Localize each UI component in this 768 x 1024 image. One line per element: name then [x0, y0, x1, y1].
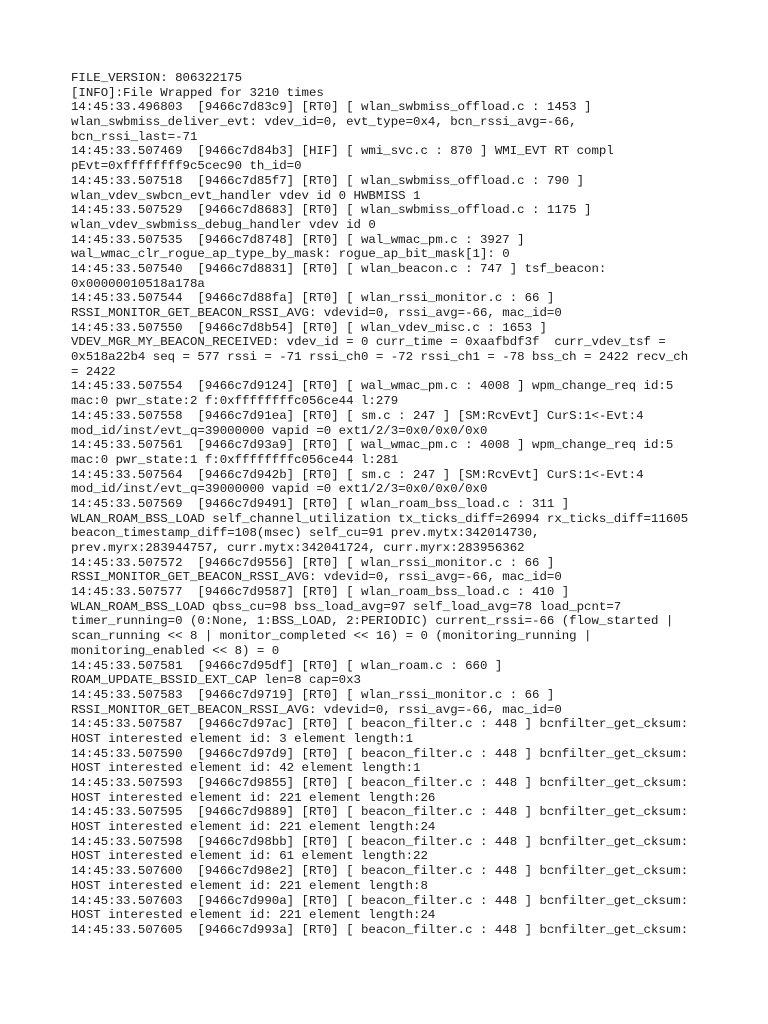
log-line: 14:45:33.507535 [9466c7d8748] [RT0] [ wal_wmac_pm.c : 3927 ]: [71, 232, 525, 247]
log-line: 14:45:33.507595 [9466c7d9889] [RT0] [ beacon_filter.c : 448 ] bcnfilter_get_cksum:: [71, 805, 689, 820]
log-line: 14:45:33.507564 [9466c7d942b] [RT0] [ sm.c : 247 ] [SM:RcvEvt] CurS:1<-Evt:4: [71, 467, 644, 482]
log-line: HOST interested element id: 221 element length:24: [71, 908, 436, 923]
log-line: prev.myrx:283944757, curr.mytx:342041724, curr.myrx:283956362: [71, 541, 525, 555]
log-line: 14:45:33.507605 [9466c7d993a] [RT0] [ beacon_filter.c : 448 ] bcnfilter_get_cksum:: [71, 922, 689, 937]
log-line: ROAM_UPDATE_BSSID_EXT_CAP len=8 cap=0x3: [71, 673, 361, 688]
log-line: HOST interested element id: 42 element length:1: [71, 761, 421, 776]
log-line: monitoring_enabled << 8) = 0: [71, 643, 280, 658]
log-line: 14:45:33.507469 [9466c7d84b3] [HIF] [ wmi_svc.c : 870 ] WMI_EVT RT compl: [71, 144, 614, 159]
log-line: WLAN_ROAM_BSS_LOAD qbss_cu=98 bss_load_avg=97 self_load_avg=78 load_pcnt=7: [71, 599, 622, 614]
log-line: 14:45:33.507529 [9466c7d8683] [RT0] [ wlan_swbmiss_offload.c : 1175 ]: [71, 203, 592, 218]
log-line: wlan_vdev_swbmiss_debug_handler vdev id 0: [71, 217, 376, 232]
log-line: 14:45:33.507572 [9466c7d9556] [RT0] [ wlan_rssi_monitor.c : 66 ]: [71, 555, 555, 570]
log-line: = 2422: [71, 364, 116, 379]
log-line: 14:45:33.507583 [9466c7d9719] [RT0] [ wlan_rssi_monitor.c : 66 ]: [71, 687, 555, 702]
log-line: wlan_swbmiss_deliver_evt: vdev_id=0, evt_type=0x4, bcn_rssi_avg=-66,: [71, 115, 577, 130]
log-line: HOST interested element id: 221 element length:26: [71, 790, 436, 805]
log-line: VDEV_MGR_MY_BEACON_RECEIVED: vdev_id = 0 curr_time = 0xaafbdf3f curr_vdev_tsf =: [71, 335, 666, 350]
log-line: HOST interested element id: 3 element length:1: [71, 731, 414, 746]
log-line: wlan_vdev_swbcn_evt_handler vdev id 0 HWBMISS 1: [71, 188, 421, 203]
log-line: 14:45:33.507598 [9466c7d98bb] [RT0] [ beacon_filter.c : 448 ] bcnfilter_get_cksum:: [71, 834, 689, 849]
log-line: 14:45:33.507587 [9466c7d97ac] [RT0] [ beacon_filter.c : 448 ] bcnfilter_get_cksum:: [71, 717, 689, 732]
log-line: mod_id/inst/evt_q=39000000 vapid =0 ext1/2/3=0x0/0x0/0x0: [71, 423, 488, 438]
log-line: HOST interested element id: 221 element length:24: [71, 820, 436, 835]
log-line: 14:45:33.507593 [9466c7d9855] [RT0] [ beacon_filter.c : 448 ] bcnfilter_get_cksum:: [71, 776, 689, 790]
log-line: 0x00000010518a178a: [71, 276, 205, 291]
log-line: 14:45:33.507561 [9466c7d93a9] [RT0] [ wal_wmac_pm.c : 4008 ] wpm_change_req id:5: [71, 438, 674, 453]
log-line: bcn_rssi_last=-71: [71, 129, 198, 144]
log-line: HOST interested element id: 61 element length:22: [71, 849, 428, 864]
log-line: 14:45:33.507569 [9466c7d9491] [RT0] [ wlan_roam_bss_load.c : 311 ]: [71, 496, 570, 511]
log-line: 14:45:33.507558 [9466c7d91ea] [RT0] [ sm.c : 247 ] [SM:RcvEvt] CurS:1<-Evt:4: [71, 408, 644, 423]
log-line: 14:45:33.507544 [9466c7d88fa] [RT0] [ wlan_rssi_monitor.c : 66 ]: [71, 291, 555, 306]
log-line: 14:45:33.507518 [9466c7d85f7] [RT0] [ wlan_swbmiss_offload.c : 790 ]: [71, 173, 585, 188]
log-line: 14:45:33.507540 [9466c7d8831] [RT0] [ wlan_beacon.c : 747 ] tsf_beacon:: [71, 261, 607, 276]
log-line: 14:45:33.507554 [9466c7d9124] [RT0] [ wal_wmac_pm.c : 4008 ] wpm_change_req id:5: [71, 379, 674, 394]
log-line: 0x518a22b4 seq = 577 rssi = -71 rssi_ch0 = -72 rssi_ch1 = -78 bss_ch = 2422 recv_ch: [71, 350, 689, 365]
log-line: [INFO]:File Wrapped for 3210 times: [71, 85, 324, 100]
log-line: beacon_timestamp_diff=108(msec) self_cu=91 prev.mytx:342014730,: [71, 526, 540, 541]
log-line: scan_running << 8 | monitor_completed << 16) = 0 (monitoring_running |: [71, 629, 592, 644]
log-body: [71, 71, 711, 938]
log-line: 14:45:33.507603 [9466c7d990a] [RT0] [ beacon_filter.c : 448 ] bcnfilter_get_cksum:: [71, 893, 689, 908]
log-line: 14:45:33.507550 [9466c7d8b54] [RT0] [ wlan_vdev_misc.c : 1653 ]: [71, 320, 547, 335]
log-line: 14:45:33.507577 [9466c7d9587] [RT0] [ wlan_roam_bss_load.c : 410 ]: [71, 585, 570, 600]
log-line: timer_running=0 (0:None, 1:BSS_LOAD, 2:PERIODIC) current_rssi=-66 (flow_started |: [71, 614, 674, 629]
log-line: 14:45:33.496803 [9466c7d83c9] [RT0] [ wlan_swbmiss_offload.c : 1453 ]: [71, 100, 592, 115]
log-line: RSSI_MONITOR_GET_BEACON_RSSI_AVG: vdevid=0, rssi_avg=-66, mac_id=0: [71, 306, 562, 320]
log-line: FILE_VERSION: 806322175: [71, 71, 243, 85]
log-line: RSSI_MONITOR_GET_BEACON_RSSI_AVG: vdevid=0, rssi_avg=-66, mac_id=0: [71, 570, 562, 585]
log-line: mod_id/inst/evt_q=39000000 vapid =0 ext1/2/3=0x0/0x0/0x0: [71, 482, 488, 497]
log-document: [71, 71, 711, 938]
log-line: 14:45:33.507581 [9466c7d95df] [RT0] [ wlan_roam.c : 660 ]: [71, 658, 503, 673]
log-line: mac:0 pwr_state:2 f:0xffffffffc056ce44 l:279: [71, 394, 399, 409]
log-line: WLAN_ROAM_BSS_LOAD self_channel_utilization tx_ticks_diff=26994 rx_ticks_diff=11605: [71, 511, 689, 526]
log-line: 14:45:33.507590 [9466c7d97d9] [RT0] [ beacon_filter.c : 448 ] bcnfilter_get_cksum:: [71, 746, 689, 761]
log-line: wal_wmac_clr_rogue_ap_type_by_mask: rogue_ap_bit_mask[1]: 0: [71, 247, 510, 262]
log-line: HOST interested element id: 221 element length:8: [71, 878, 428, 893]
log-line: pEvt=0xffffffff9c5cec90 th_id=0: [71, 159, 302, 174]
log-line: 14:45:33.507600 [9466c7d98e2] [RT0] [ beacon_filter.c : 448 ] bcnfilter_get_cksum:: [71, 864, 689, 879]
log-line: RSSI_MONITOR_GET_BEACON_RSSI_AVG: vdevid=0, rssi_avg=-66, mac_id=0: [71, 702, 562, 717]
log-line: mac:0 pwr_state:1 f:0xffffffffc056ce44 l:281: [71, 452, 399, 467]
